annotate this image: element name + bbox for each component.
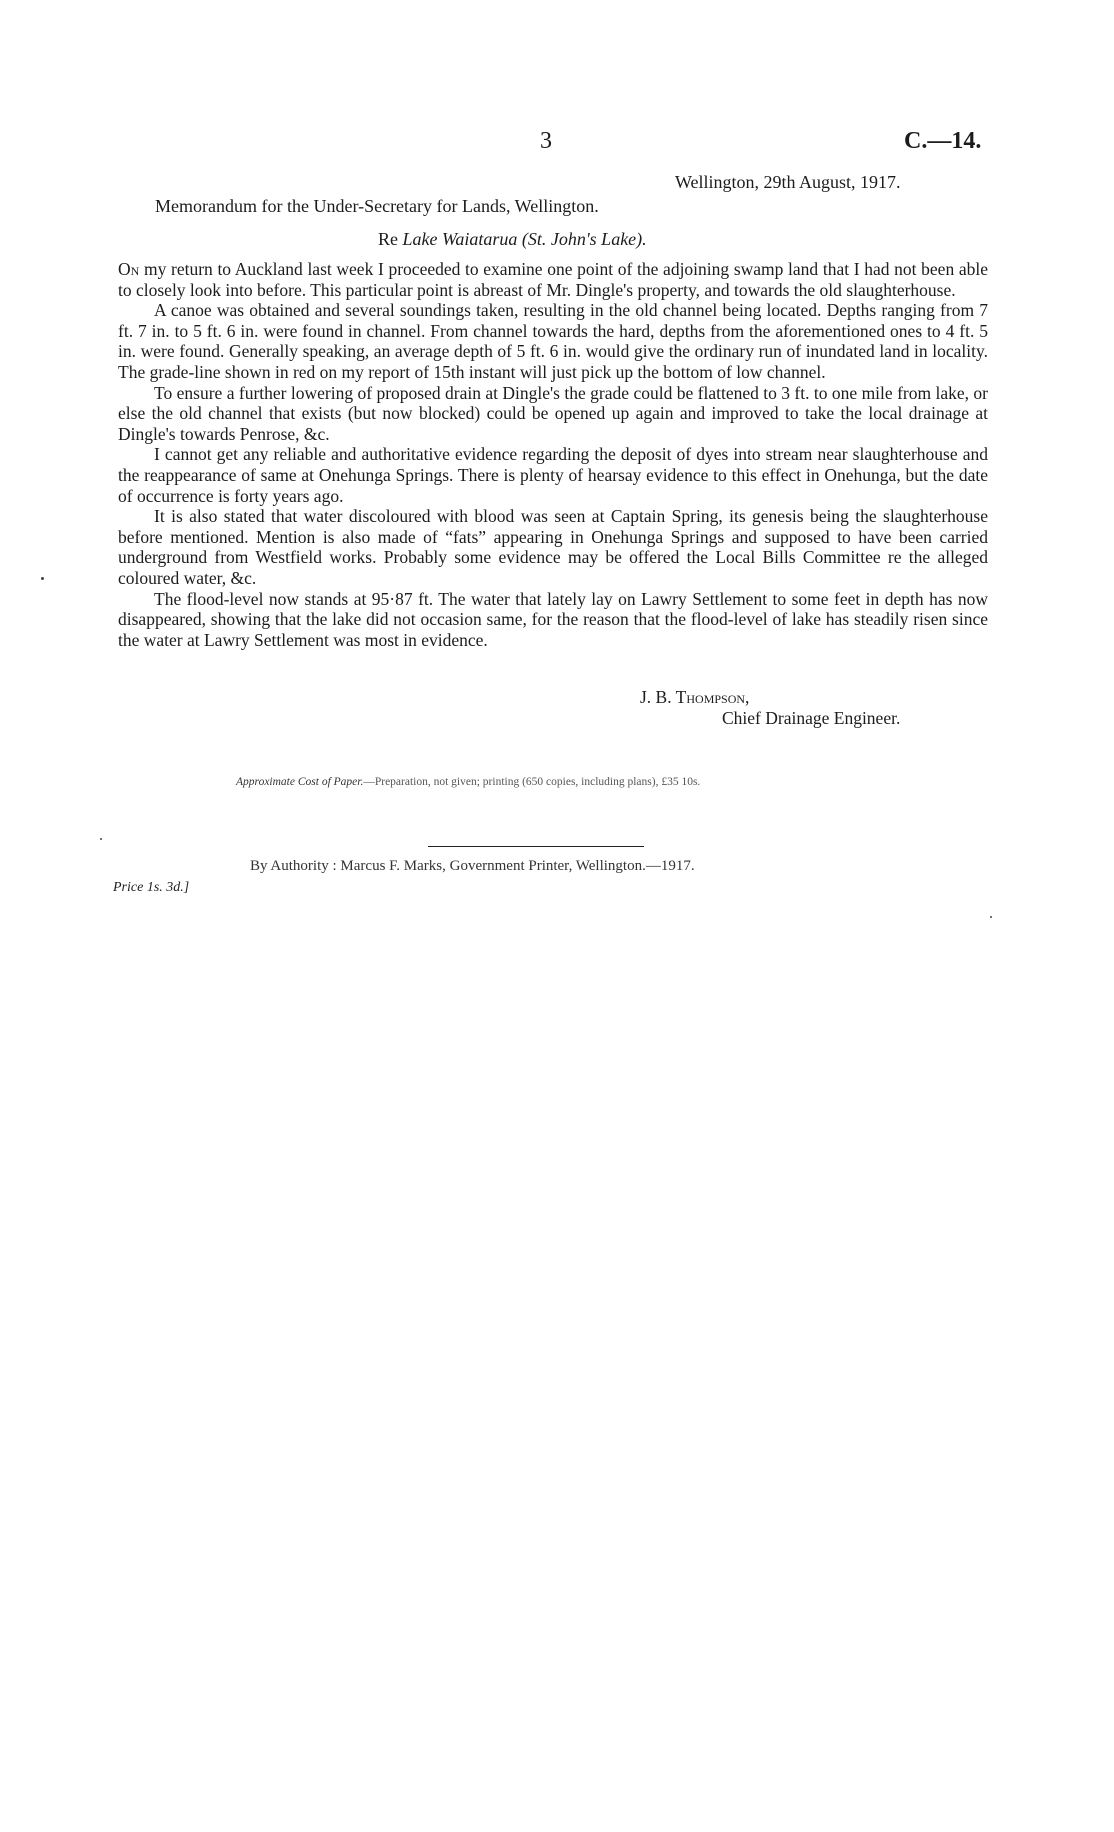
paragraph: The flood-level now stands at 95·87 ft. The water that lately lay on Lawry Settlement to some feet in depth has now disappeared, showing that the lake did not occasion same, for the reason that the flood-level of lake has steadily risen since the water at Lawry Settlement was most in evidence. [118, 588, 988, 650]
memo-body [118, 259, 988, 650]
scan-speck [990, 916, 992, 918]
cost-label: Approximate Cost of Paper. [236, 776, 364, 788]
page-number: 3 [540, 128, 552, 154]
paragraph: It is also stated that water discoloured with blood was seen at Captain Spring, its genesis being the slaughterhouse before mentioned. Mention is also made of “fats” appearing in Onehunga Springs and supposed to have been carried underground from Westfield works. Probably some evidence may be offered the Local Bills Committee re the alleged coloured water, &c. [118, 506, 988, 588]
document-reference: C.—14. [904, 128, 982, 154]
memo-addressee: Memorandum for the Under-Secretary for Lands, Wellington. [155, 196, 599, 216]
cost-text: —Preparation, not given; printing (650 copies, including plans), £35 10s. [363, 776, 701, 788]
signature-title: Chief Drainage Engineer. [722, 708, 901, 728]
signature-name: J. B. Thompson, [640, 687, 750, 707]
memo-subject [378, 229, 647, 250]
paragraph: I cannot get any reliable and authoritative evidence regarding the deposit of dyes into stream near slaughterhouse and the reappearance of same at Onehunga Springs. There is plenty of hearsay evidence to this effect in Onehunga, but the date of occurrence is forty years ago. [118, 444, 988, 506]
printer-authority: By Authority : Marcus F. Marks, Government Printer, Wellington.—1917. [250, 858, 695, 874]
cost-note [236, 776, 700, 788]
paragraph: To ensure a further lowering of proposed drain at Dingle's the grade could be flattened to 3 ft. to one mile from lake, or else the old channel that exists (but now blocked) could be opened up again and improved to take the local drainage at Dingle's towards Penrose, &c. [118, 382, 988, 444]
scan-speck [100, 838, 102, 840]
paragraph-text: my return to Auckland last week I proceeded to examine one point of the adjoining swamp land that I had not been able to closely look into before. This particular point is abreast of Mr. Dingle's property, and towards the old slaughterhouse. [118, 259, 989, 300]
memo-dateline: Wellington, 29th August, 1917. [675, 172, 901, 192]
price-note: Price 1s. 3d.] [113, 880, 190, 895]
footer-rule [428, 846, 644, 847]
paragraph [118, 259, 988, 300]
paragraph: A canoe was obtained and several soundings taken, resulting in the old channel being located. Depths ranging from 7 ft. 7 in. to 5 ft. 6 in. were found in channel. From channel towards the hard, depths from the aforementioned ones to 4 ft. 5 in. were found. Generally speaking, an average depth of 5 ft. 6 in. would give the ordinary run of inundated land in locality. The grade-line shown in red on my report of 15th instant will just pick up the bottom of low channel. [118, 300, 988, 382]
subject-title: Lake Waiatarua (St. John's Lake). [402, 229, 647, 249]
opening-word: On [118, 259, 140, 279]
scan-speck [41, 577, 44, 580]
subject-prefix: Re [378, 229, 398, 249]
